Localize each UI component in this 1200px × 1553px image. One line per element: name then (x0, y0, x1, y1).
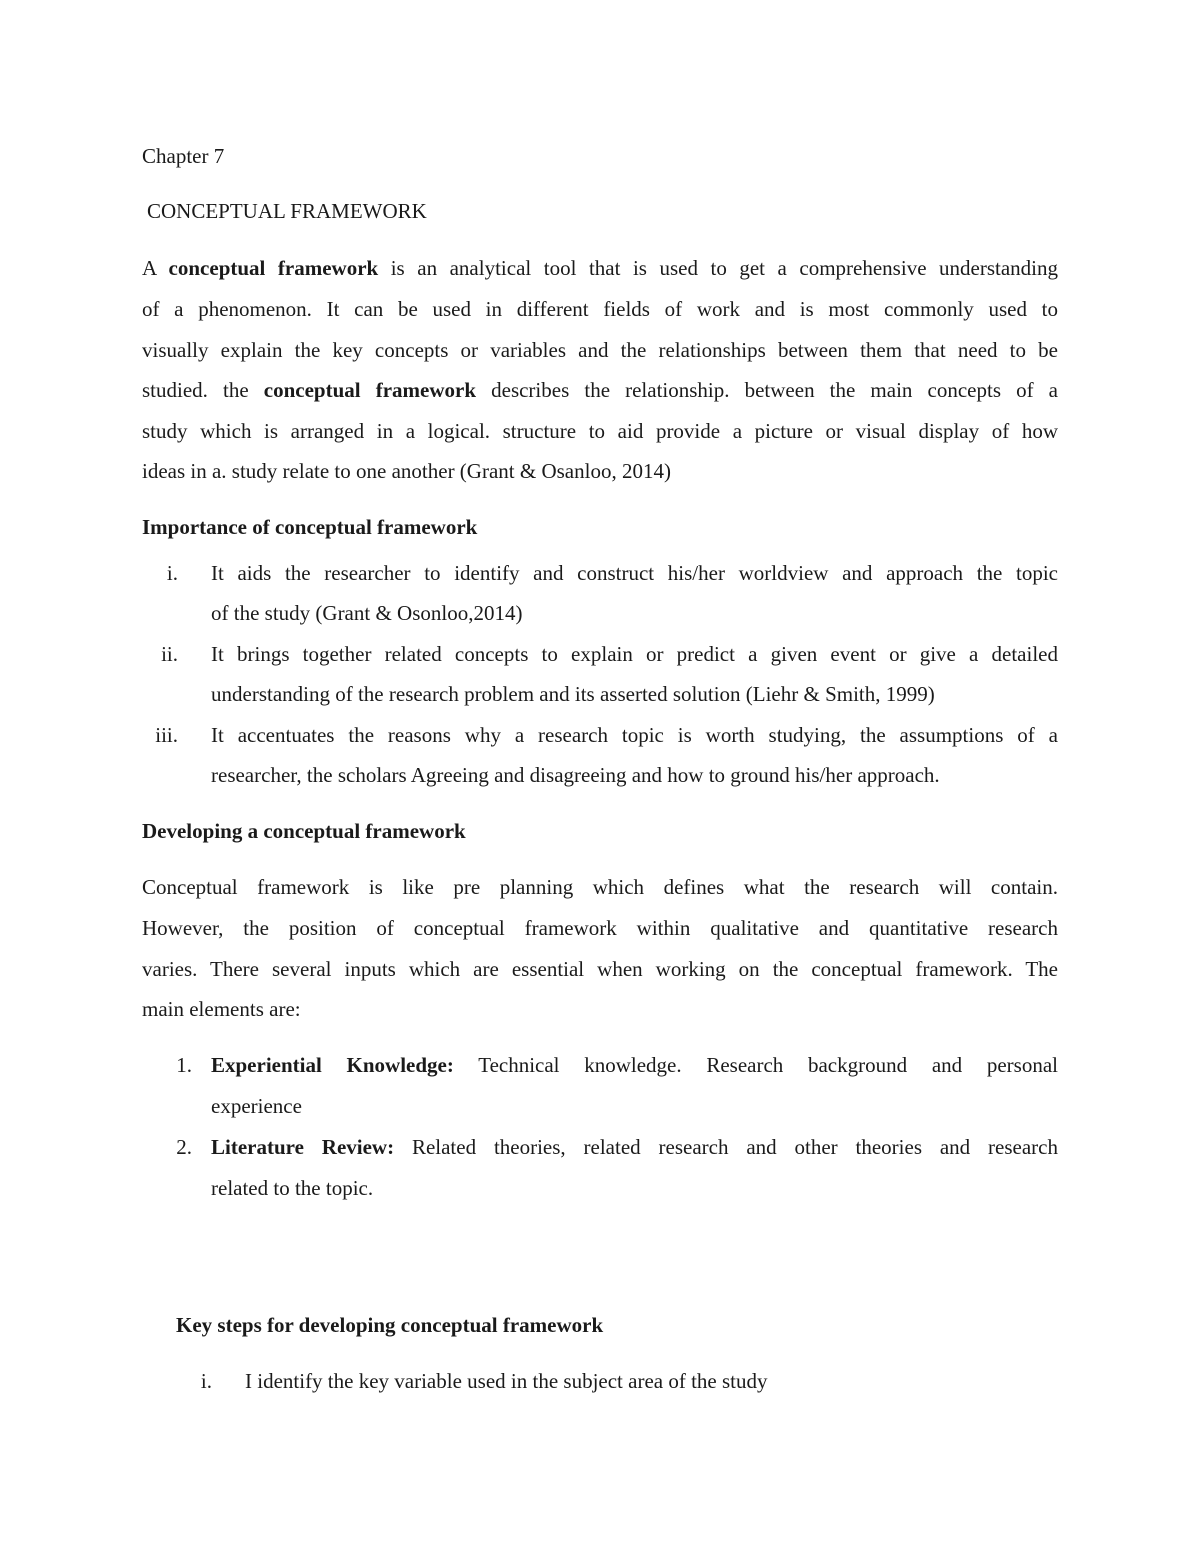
list-item-line: I identify the key variable used in the subject area of the study (245, 1369, 768, 1393)
intro-line-4 (142, 370, 1058, 410)
intro-line-3: visually explain the key concepts or variables and the relationships between them that need to be (142, 338, 1058, 362)
list-item-line: related to the topic. (211, 1176, 374, 1200)
list-marker: ii. (161, 642, 178, 666)
intro-text: studied. the (142, 378, 264, 402)
intro-term: conceptual framework (168, 256, 379, 280)
developing-line-3: varies. There several inputs which are essential when working on the conceptual framework. The (142, 957, 1058, 981)
intro-line-5: study which is arranged in a logical. structure to aid provide a picture or visual display of how (142, 419, 1058, 443)
chapter-heading: Chapter 7 (142, 144, 225, 168)
importance-heading: Importance of conceptual framework (142, 515, 478, 539)
list-item-line (211, 1127, 1058, 1167)
key-steps-heading: Key steps for developing conceptual framework (176, 1313, 604, 1337)
intro-text: A (142, 256, 169, 280)
developing-line-4: main elements are: (142, 997, 301, 1021)
list-marker: i. (200, 1369, 212, 1393)
developing-line-2: However, the position of conceptual framework within qualitative and quantitative research (142, 916, 1058, 940)
list-item-line: It accentuates the reasons why a research topic is worth studying, the assumptions of a (211, 723, 1058, 747)
list-item-line: of the study (Grant & Osonloo,2014) (211, 601, 523, 625)
list-marker: i. (166, 561, 178, 585)
intro-line-6: ideas in a. study relate to one another (Grant & Osanloo, 2014) (142, 459, 671, 483)
intro-term: conceptual framework (263, 378, 477, 402)
list-item-line: It aids the researcher to identify and construct his/her worldview and approach the topic (211, 561, 1058, 585)
list-item-line: researcher, the scholars Agreeing and disagreeing and how to ground his/her approach. (211, 763, 940, 787)
list-marker: 1. (176, 1053, 192, 1077)
intro-text: describes the relationship. between the main concepts of a (476, 378, 1059, 402)
list-marker: iii. (155, 723, 178, 747)
intro-text: is an analytical tool that is used to get a comprehensive understanding (378, 256, 1059, 280)
developing-line-1: Conceptual framework is like pre planning which defines what the research will contain. (142, 875, 1058, 899)
list-item-line: experience (211, 1094, 302, 1118)
list-item-line: understanding of the research problem and its asserted solution (Liehr & Smith, 1999) (211, 682, 935, 706)
element-text: Related theories, related research and other theories and research (394, 1135, 1058, 1159)
list-item-line: It brings together related concepts to explain or predict a given event or give a detailed (211, 642, 1058, 666)
element-term: Experiential Knowledge: (211, 1053, 454, 1077)
section-title: CONCEPTUAL FRAMEWORK (147, 199, 427, 223)
list-marker: 2. (176, 1135, 192, 1159)
list-item-line (211, 1045, 1058, 1085)
element-term: Literature Review: (211, 1135, 395, 1159)
intro-line-1 (142, 248, 1058, 288)
developing-heading: Developing a conceptual framework (142, 819, 466, 843)
element-text: Technical knowledge. Research background and personal (453, 1053, 1058, 1077)
intro-line-2: of a phenomenon. It can be used in different fields of work and is most commonly used to (142, 297, 1058, 321)
